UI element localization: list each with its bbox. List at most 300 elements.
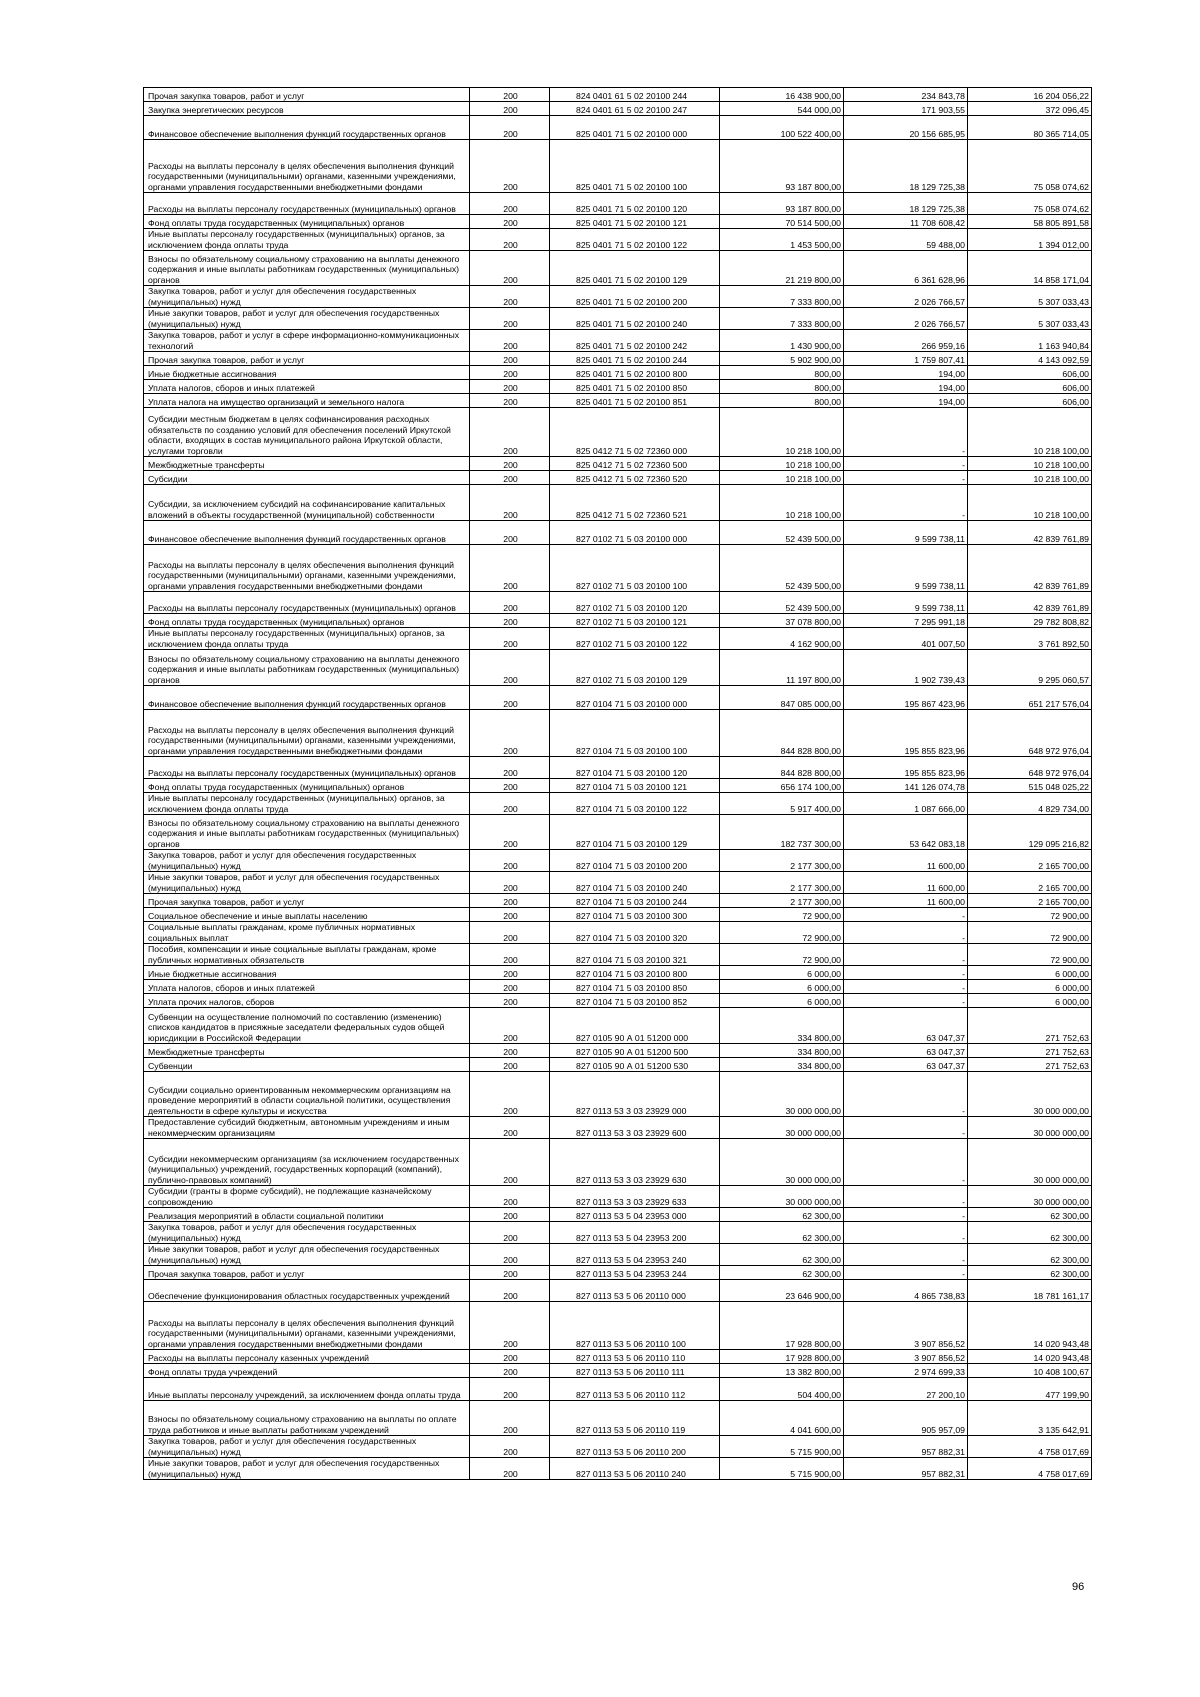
row-unexecuted-amount: 62 300,00 [968, 1266, 1092, 1280]
row-name: Обеспечение функционирования областных государственных учреждений [144, 1280, 470, 1302]
row-name: Взносы по обязательному социальному страхованию на выплаты по оплате труда работников и иные выплаты работникам учреждений [144, 1401, 470, 1436]
row-approved-amount: 30 000 000,00 [720, 1139, 844, 1186]
row-unexecuted-amount: 2 165 700,00 [968, 850, 1092, 872]
table-row [144, 1044, 1092, 1058]
row-code: 200 [470, 366, 550, 380]
row-approved-amount: 1 453 500,00 [720, 229, 844, 251]
row-approved-amount: 52 439 500,00 [720, 545, 844, 592]
row-approved-amount: 800,00 [720, 366, 844, 380]
row-unexecuted-amount: 16 204 056,22 [968, 88, 1092, 102]
row-kbk: 827 0113 53 5 04 23953 000 [550, 1208, 720, 1222]
row-unexecuted-amount: 1 394 012,00 [968, 229, 1092, 251]
table-row [144, 994, 1092, 1008]
row-unexecuted-amount: 10 218 100,00 [968, 408, 1092, 457]
row-unexecuted-amount: 606,00 [968, 394, 1092, 408]
row-code: 200 [470, 1044, 550, 1058]
table-body [144, 88, 1092, 1480]
row-code: 200 [470, 1436, 550, 1458]
row-approved-amount: 6 000,00 [720, 980, 844, 994]
table-row [144, 1058, 1092, 1072]
table-row [144, 457, 1092, 471]
row-executed-amount: - [844, 908, 968, 922]
row-executed-amount: 195 867 423,96 [844, 686, 968, 710]
row-approved-amount: 1 430 900,00 [720, 330, 844, 352]
row-kbk: 825 0401 71 5 02 20100 850 [550, 380, 720, 394]
row-code: 200 [470, 894, 550, 908]
row-unexecuted-amount: 14 020 943,48 [968, 1350, 1092, 1364]
table-row [144, 408, 1092, 457]
row-approved-amount: 844 828 800,00 [720, 710, 844, 757]
row-name: Уплата налогов, сборов и иных платежей [144, 980, 470, 994]
row-approved-amount: 2 177 300,00 [720, 872, 844, 894]
row-executed-amount: - [844, 994, 968, 1008]
row-executed-amount: 194,00 [844, 394, 968, 408]
row-executed-amount: 905 957,09 [844, 1401, 968, 1436]
row-name: Уплата налогов, сборов и иных платежей [144, 380, 470, 394]
row-approved-amount: 504 400,00 [720, 1378, 844, 1401]
row-kbk: 827 0102 71 5 03 20100 121 [550, 614, 720, 628]
table-row [144, 471, 1092, 485]
row-approved-amount: 62 300,00 [720, 1244, 844, 1266]
row-unexecuted-amount: 1 163 940,84 [968, 330, 1092, 352]
row-kbk: 825 0401 71 5 02 20100 121 [550, 215, 720, 229]
row-approved-amount: 5 902 900,00 [720, 352, 844, 366]
row-code: 200 [470, 1302, 550, 1350]
row-approved-amount: 93 187 800,00 [720, 193, 844, 215]
row-name: Фонд оплаты труда учреждений [144, 1364, 470, 1378]
row-executed-amount: 1 087 666,00 [844, 793, 968, 815]
row-name: Прочая закупка товаров, работ и услуг [144, 894, 470, 908]
row-code: 200 [470, 1208, 550, 1222]
row-kbk: 827 0104 71 5 03 20100 120 [550, 757, 720, 779]
row-code: 200 [470, 1244, 550, 1266]
row-code: 200 [470, 815, 550, 850]
row-name: Субсидии, за исключением субсидий на софинансирование капитальных вложений в объекты государственной (муниципальной) собственности [144, 485, 470, 521]
table-row [144, 779, 1092, 793]
row-name: Социальное обеспечение и иные выплаты населению [144, 908, 470, 922]
row-executed-amount: 18 129 725,38 [844, 140, 968, 193]
row-code: 200 [470, 521, 550, 545]
row-executed-amount: 195 855 823,96 [844, 710, 968, 757]
row-kbk: 825 0401 71 5 02 20100 120 [550, 193, 720, 215]
row-executed-amount: 11 708 608,42 [844, 215, 968, 229]
table-row [144, 793, 1092, 815]
table-row [144, 366, 1092, 380]
row-code: 200 [470, 1222, 550, 1244]
row-kbk: 825 0401 71 5 02 20100 000 [550, 116, 720, 140]
row-unexecuted-amount: 10 218 100,00 [968, 457, 1092, 471]
row-approved-amount: 72 900,00 [720, 908, 844, 922]
row-name: Закупка энергетических ресурсов [144, 102, 470, 116]
row-approved-amount: 62 300,00 [720, 1222, 844, 1244]
row-unexecuted-amount: 271 752,63 [968, 1058, 1092, 1072]
row-kbk: 827 0105 90 А 01 51200 000 [550, 1008, 720, 1044]
row-unexecuted-amount: 2 165 700,00 [968, 872, 1092, 894]
row-approved-amount: 334 800,00 [720, 1008, 844, 1044]
row-unexecuted-amount: 606,00 [968, 380, 1092, 394]
row-code: 200 [470, 614, 550, 628]
row-kbk: 827 0104 71 5 03 20100 240 [550, 872, 720, 894]
row-kbk: 825 0401 71 5 02 20100 851 [550, 394, 720, 408]
row-executed-amount: 27 200,10 [844, 1378, 968, 1401]
row-executed-amount: 266 959,16 [844, 330, 968, 352]
table-row [144, 352, 1092, 366]
row-executed-amount: 194,00 [844, 380, 968, 394]
row-name: Финансовое обеспечение выполнения функций государственных органов [144, 521, 470, 545]
row-code: 200 [470, 686, 550, 710]
row-executed-amount: 195 855 823,96 [844, 757, 968, 779]
row-kbk: 827 0113 53 5 06 20110 110 [550, 1350, 720, 1364]
table-row [144, 1117, 1092, 1139]
row-kbk: 827 0104 71 5 03 20100 320 [550, 922, 720, 944]
row-executed-amount: 2 026 766,57 [844, 308, 968, 330]
row-code: 200 [470, 88, 550, 102]
table-row [144, 1378, 1092, 1401]
row-kbk: 825 0412 71 5 02 72360 520 [550, 471, 720, 485]
row-kbk: 827 0113 53 3 03 23929 633 [550, 1186, 720, 1208]
row-kbk: 827 0113 53 5 06 20110 100 [550, 1302, 720, 1350]
row-executed-amount: - [844, 1222, 968, 1244]
row-name: Иные бюджетные ассигнования [144, 966, 470, 980]
row-unexecuted-amount: 10 408 100,67 [968, 1364, 1092, 1378]
row-executed-amount: 4 865 738,83 [844, 1280, 968, 1302]
row-unexecuted-amount: 6 000,00 [968, 980, 1092, 994]
row-approved-amount: 16 438 900,00 [720, 88, 844, 102]
row-executed-amount: - [844, 457, 968, 471]
row-kbk: 827 0104 71 5 03 20100 800 [550, 966, 720, 980]
row-kbk: 827 0104 71 5 03 20100 321 [550, 944, 720, 966]
row-kbk: 825 0401 71 5 02 20100 800 [550, 366, 720, 380]
row-executed-amount: 3 907 856,52 [844, 1302, 968, 1350]
row-code: 200 [470, 1117, 550, 1139]
row-unexecuted-amount: 5 307 033,43 [968, 286, 1092, 308]
row-code: 200 [470, 352, 550, 366]
table-row [144, 140, 1092, 193]
row-approved-amount: 30 000 000,00 [720, 1117, 844, 1139]
row-executed-amount: - [844, 966, 968, 980]
row-kbk: 827 0104 71 5 03 20100 122 [550, 793, 720, 815]
row-unexecuted-amount: 271 752,63 [968, 1008, 1092, 1044]
row-name: Расходы на выплаты персоналу государственных (муниципальных) органов [144, 193, 470, 215]
row-unexecuted-amount: 75 058 074,62 [968, 140, 1092, 193]
row-kbk: 825 0412 71 5 02 72360 500 [550, 457, 720, 471]
row-unexecuted-amount: 10 218 100,00 [968, 485, 1092, 521]
row-kbk: 824 0401 61 5 02 20100 247 [550, 102, 720, 116]
row-approved-amount: 2 177 300,00 [720, 894, 844, 908]
row-code: 200 [470, 1350, 550, 1364]
row-approved-amount: 2 177 300,00 [720, 850, 844, 872]
row-kbk: 827 0113 53 5 06 20110 000 [550, 1280, 720, 1302]
table-row [144, 485, 1092, 521]
table-row [144, 330, 1092, 352]
row-unexecuted-amount: 75 058 074,62 [968, 193, 1092, 215]
row-approved-amount: 17 928 800,00 [720, 1302, 844, 1350]
table-row [144, 380, 1092, 394]
row-unexecuted-amount: 477 199,90 [968, 1378, 1092, 1401]
row-executed-amount: 141 126 074,78 [844, 779, 968, 793]
row-executed-amount: - [844, 922, 968, 944]
row-unexecuted-amount: 42 839 761,89 [968, 521, 1092, 545]
row-executed-amount: 9 599 738,11 [844, 521, 968, 545]
row-executed-amount: 11 600,00 [844, 894, 968, 908]
row-approved-amount: 656 174 100,00 [720, 779, 844, 793]
row-executed-amount: 194,00 [844, 366, 968, 380]
table-row [144, 1280, 1092, 1302]
table-row [144, 650, 1092, 686]
row-unexecuted-amount: 42 839 761,89 [968, 592, 1092, 614]
row-approved-amount: 93 187 800,00 [720, 140, 844, 193]
row-unexecuted-amount: 4 758 017,69 [968, 1458, 1092, 1480]
row-approved-amount: 4 162 900,00 [720, 628, 844, 650]
row-code: 200 [470, 193, 550, 215]
row-unexecuted-amount: 62 300,00 [968, 1208, 1092, 1222]
row-kbk: 827 0104 71 5 03 20100 100 [550, 710, 720, 757]
row-name: Иные бюджетные ассигнования [144, 366, 470, 380]
row-executed-amount: - [844, 1266, 968, 1280]
row-kbk: 827 0113 53 5 06 20110 111 [550, 1364, 720, 1378]
row-code: 200 [470, 286, 550, 308]
row-code: 200 [470, 850, 550, 872]
row-code: 200 [470, 779, 550, 793]
table-row [144, 980, 1092, 994]
row-name: Иные закупки товаров, работ и услуг для обеспечения государственных (муниципальных) нужд [144, 1244, 470, 1266]
table-row [144, 628, 1092, 650]
row-code: 200 [470, 872, 550, 894]
row-unexecuted-amount: 72 900,00 [968, 922, 1092, 944]
row-code: 200 [470, 650, 550, 686]
row-executed-amount: 53 642 083,18 [844, 815, 968, 850]
row-approved-amount: 13 382 800,00 [720, 1364, 844, 1378]
table-row [144, 215, 1092, 229]
row-name: Расходы на выплаты персоналу в целях обеспечения выполнения функций государственными (муниципальными) органами, казенными учреждениями, органами управления государственными внебюджетными фондами [144, 140, 470, 193]
row-executed-amount: 1 759 807,41 [844, 352, 968, 366]
row-executed-amount: - [844, 944, 968, 966]
row-code: 200 [470, 1378, 550, 1401]
row-name: Субсидии местным бюджетам в целях софинансирования расходных обязательств по созданию условий для обеспечения поселений Иркутской области, входящих в состав муниципального района Иркутской области, услугами торговли [144, 408, 470, 457]
row-name: Прочая закупка товаров, работ и услуг [144, 352, 470, 366]
row-kbk: 825 0401 71 5 02 20100 200 [550, 286, 720, 308]
row-executed-amount: 957 882,31 [844, 1458, 968, 1480]
row-code: 200 [470, 922, 550, 944]
row-unexecuted-amount: 515 048 025,22 [968, 779, 1092, 793]
table-row [144, 193, 1092, 215]
table-row [144, 308, 1092, 330]
table-row [144, 251, 1092, 286]
row-executed-amount: - [844, 1072, 968, 1117]
row-name: Иные закупки товаров, работ и услуг для обеспечения государственных (муниципальных) нужд [144, 308, 470, 330]
row-unexecuted-amount: 62 300,00 [968, 1244, 1092, 1266]
row-code: 200 [470, 908, 550, 922]
row-name: Расходы на выплаты персоналу государственных (муниципальных) органов [144, 592, 470, 614]
row-executed-amount: 63 047,37 [844, 1008, 968, 1044]
row-code: 200 [470, 944, 550, 966]
row-name: Субсидии социально ориентированным некоммерческим организациям на проведение мероприятий в области социальной политики, осуществления деятельности в сфере культуры и искусства [144, 1072, 470, 1117]
row-name: Расходы на выплаты персоналу казенных учреждений [144, 1350, 470, 1364]
row-unexecuted-amount: 651 217 576,04 [968, 686, 1092, 710]
row-approved-amount: 4 041 600,00 [720, 1401, 844, 1436]
row-kbk: 825 0401 71 5 02 20100 240 [550, 308, 720, 330]
row-kbk: 827 0104 71 5 03 20100 121 [550, 779, 720, 793]
row-name: Субсидии (гранты в форме субсидий), не подлежащие казначейскому сопровождению [144, 1186, 470, 1208]
row-kbk: 825 0412 71 5 02 72360 000 [550, 408, 720, 457]
row-kbk: 827 0102 71 5 03 20100 129 [550, 650, 720, 686]
row-executed-amount: - [844, 980, 968, 994]
row-unexecuted-amount: 3 135 642,91 [968, 1401, 1092, 1436]
row-kbk: 827 0113 53 5 04 23953 244 [550, 1266, 720, 1280]
row-code: 200 [470, 545, 550, 592]
table-row [144, 545, 1092, 592]
row-code: 200 [470, 330, 550, 352]
row-unexecuted-amount: 648 972 976,04 [968, 710, 1092, 757]
row-executed-amount: - [844, 408, 968, 457]
row-name: Социальные выплаты гражданам, кроме публичных нормативных социальных выплат [144, 922, 470, 944]
row-unexecuted-amount: 14 858 171,04 [968, 251, 1092, 286]
row-unexecuted-amount: 129 095 216,82 [968, 815, 1092, 850]
row-approved-amount: 52 439 500,00 [720, 592, 844, 614]
row-unexecuted-amount: 271 752,63 [968, 1044, 1092, 1058]
table-row [144, 894, 1092, 908]
row-executed-amount: 3 907 856,52 [844, 1350, 968, 1364]
row-unexecuted-amount: 4 758 017,69 [968, 1436, 1092, 1458]
row-executed-amount: 63 047,37 [844, 1058, 968, 1072]
row-kbk: 825 0401 71 5 02 20100 244 [550, 352, 720, 366]
row-kbk: 827 0102 71 5 03 20100 100 [550, 545, 720, 592]
row-code: 200 [470, 308, 550, 330]
row-name: Уплата налога на имущество организаций и земельного налога [144, 394, 470, 408]
row-executed-amount: 11 600,00 [844, 872, 968, 894]
row-unexecuted-amount: 80 365 714,05 [968, 116, 1092, 140]
row-code: 200 [470, 408, 550, 457]
row-executed-amount: 2 026 766,57 [844, 286, 968, 308]
row-unexecuted-amount: 10 218 100,00 [968, 471, 1092, 485]
row-kbk: 825 0401 71 5 02 20100 129 [550, 251, 720, 286]
row-unexecuted-amount: 4 829 734,00 [968, 793, 1092, 815]
row-approved-amount: 70 514 500,00 [720, 215, 844, 229]
row-name: Иные выплаты персоналу учреждений, за исключением фонда оплаты труда [144, 1378, 470, 1401]
row-code: 200 [470, 994, 550, 1008]
row-unexecuted-amount: 72 900,00 [968, 944, 1092, 966]
row-approved-amount: 10 218 100,00 [720, 457, 844, 471]
row-unexecuted-amount: 6 000,00 [968, 966, 1092, 980]
row-name: Расходы на выплаты персоналу в целях обеспечения выполнения функций государственными (муниципальными) органами, казенными учреждениями, органами управления государственными внебюджетными фондами [144, 710, 470, 757]
table-row [144, 1302, 1092, 1350]
row-approved-amount: 21 219 800,00 [720, 251, 844, 286]
table-row [144, 286, 1092, 308]
row-executed-amount: - [844, 1186, 968, 1208]
table-row [144, 1244, 1092, 1266]
row-executed-amount: 6 361 628,96 [844, 251, 968, 286]
table-row [144, 944, 1092, 966]
row-name: Фонд оплаты труда государственных (муниципальных) органов [144, 779, 470, 793]
row-kbk: 827 0105 90 А 01 51200 500 [550, 1044, 720, 1058]
row-code: 200 [470, 140, 550, 193]
row-approved-amount: 17 928 800,00 [720, 1350, 844, 1364]
row-executed-amount: 1 902 739,43 [844, 650, 968, 686]
row-kbk: 827 0113 53 3 03 23929 600 [550, 1117, 720, 1139]
row-code: 200 [470, 380, 550, 394]
row-kbk: 827 0104 71 5 03 20100 300 [550, 908, 720, 922]
row-code: 200 [470, 471, 550, 485]
row-unexecuted-amount: 62 300,00 [968, 1222, 1092, 1244]
row-approved-amount: 182 737 300,00 [720, 815, 844, 850]
row-name: Взносы по обязательному социальному страхованию на выплаты денежного содержания и иные выплаты работникам государственных (муниципальных) органов [144, 650, 470, 686]
row-name: Прочая закупка товаров, работ и услуг [144, 1266, 470, 1280]
row-approved-amount: 62 300,00 [720, 1208, 844, 1222]
row-name: Субсидии [144, 471, 470, 485]
row-kbk: 827 0113 53 5 06 20110 200 [550, 1436, 720, 1458]
table-row [144, 1458, 1092, 1480]
row-kbk: 825 0401 71 5 02 20100 242 [550, 330, 720, 352]
row-code: 200 [470, 1058, 550, 1072]
row-approved-amount: 72 900,00 [720, 944, 844, 966]
row-approved-amount: 800,00 [720, 394, 844, 408]
row-code: 200 [470, 966, 550, 980]
table-row [144, 1266, 1092, 1280]
table-row [144, 1072, 1092, 1117]
row-code: 200 [470, 1364, 550, 1378]
row-name: Расходы на выплаты персоналу государственных (муниципальных) органов [144, 757, 470, 779]
row-approved-amount: 52 439 500,00 [720, 521, 844, 545]
row-unexecuted-amount: 648 972 976,04 [968, 757, 1092, 779]
row-kbk: 827 0113 53 5 06 20110 119 [550, 1401, 720, 1436]
table-row [144, 88, 1092, 102]
row-executed-amount: 18 129 725,38 [844, 193, 968, 215]
row-approved-amount: 334 800,00 [720, 1044, 844, 1058]
row-code: 200 [470, 793, 550, 815]
row-name: Иные закупки товаров, работ и услуг для обеспечения государственных (муниципальных) нужд [144, 872, 470, 894]
row-name: Межбюджетные трансферты [144, 1044, 470, 1058]
table-row [144, 966, 1092, 980]
table-row [144, 229, 1092, 251]
row-name: Иные выплаты персоналу государственных (муниципальных) органов, за исключением фонда оплаты труда [144, 628, 470, 650]
row-name: Субвенции [144, 1058, 470, 1072]
row-code: 200 [470, 1266, 550, 1280]
row-unexecuted-amount: 30 000 000,00 [968, 1117, 1092, 1139]
row-approved-amount: 10 218 100,00 [720, 408, 844, 457]
row-name: Закупка товаров, работ и услуг для обеспечения государственных (муниципальных) нужд [144, 286, 470, 308]
row-code: 200 [470, 710, 550, 757]
row-code: 200 [470, 229, 550, 251]
row-kbk: 827 0113 53 5 06 20110 240 [550, 1458, 720, 1480]
row-executed-amount: 11 600,00 [844, 850, 968, 872]
row-code: 200 [470, 1139, 550, 1186]
row-unexecuted-amount: 58 805 891,58 [968, 215, 1092, 229]
row-code: 200 [470, 102, 550, 116]
row-executed-amount: 9 599 738,11 [844, 592, 968, 614]
table-row [144, 116, 1092, 140]
row-name: Закупка товаров, работ и услуг для обеспечения государственных (муниципальных) нужд [144, 1222, 470, 1244]
row-code: 200 [470, 457, 550, 471]
row-kbk: 827 0102 71 5 03 20100 120 [550, 592, 720, 614]
row-executed-amount: 59 488,00 [844, 229, 968, 251]
row-approved-amount: 72 900,00 [720, 922, 844, 944]
row-unexecuted-amount: 29 782 808,82 [968, 614, 1092, 628]
row-code: 200 [470, 1186, 550, 1208]
row-unexecuted-amount: 6 000,00 [968, 994, 1092, 1008]
table-row [144, 1401, 1092, 1436]
row-name: Фонд оплаты труда государственных (муниципальных) органов [144, 215, 470, 229]
row-unexecuted-amount: 30 000 000,00 [968, 1139, 1092, 1186]
row-unexecuted-amount: 372 096,45 [968, 102, 1092, 116]
row-approved-amount: 62 300,00 [720, 1266, 844, 1280]
table-row [144, 908, 1092, 922]
row-unexecuted-amount: 30 000 000,00 [968, 1186, 1092, 1208]
row-approved-amount: 100 522 400,00 [720, 116, 844, 140]
row-executed-amount: 171 903,55 [844, 102, 968, 116]
row-executed-amount: 401 007,50 [844, 628, 968, 650]
row-unexecuted-amount: 18 781 161,17 [968, 1280, 1092, 1302]
row-executed-amount: 7 295 991,18 [844, 614, 968, 628]
